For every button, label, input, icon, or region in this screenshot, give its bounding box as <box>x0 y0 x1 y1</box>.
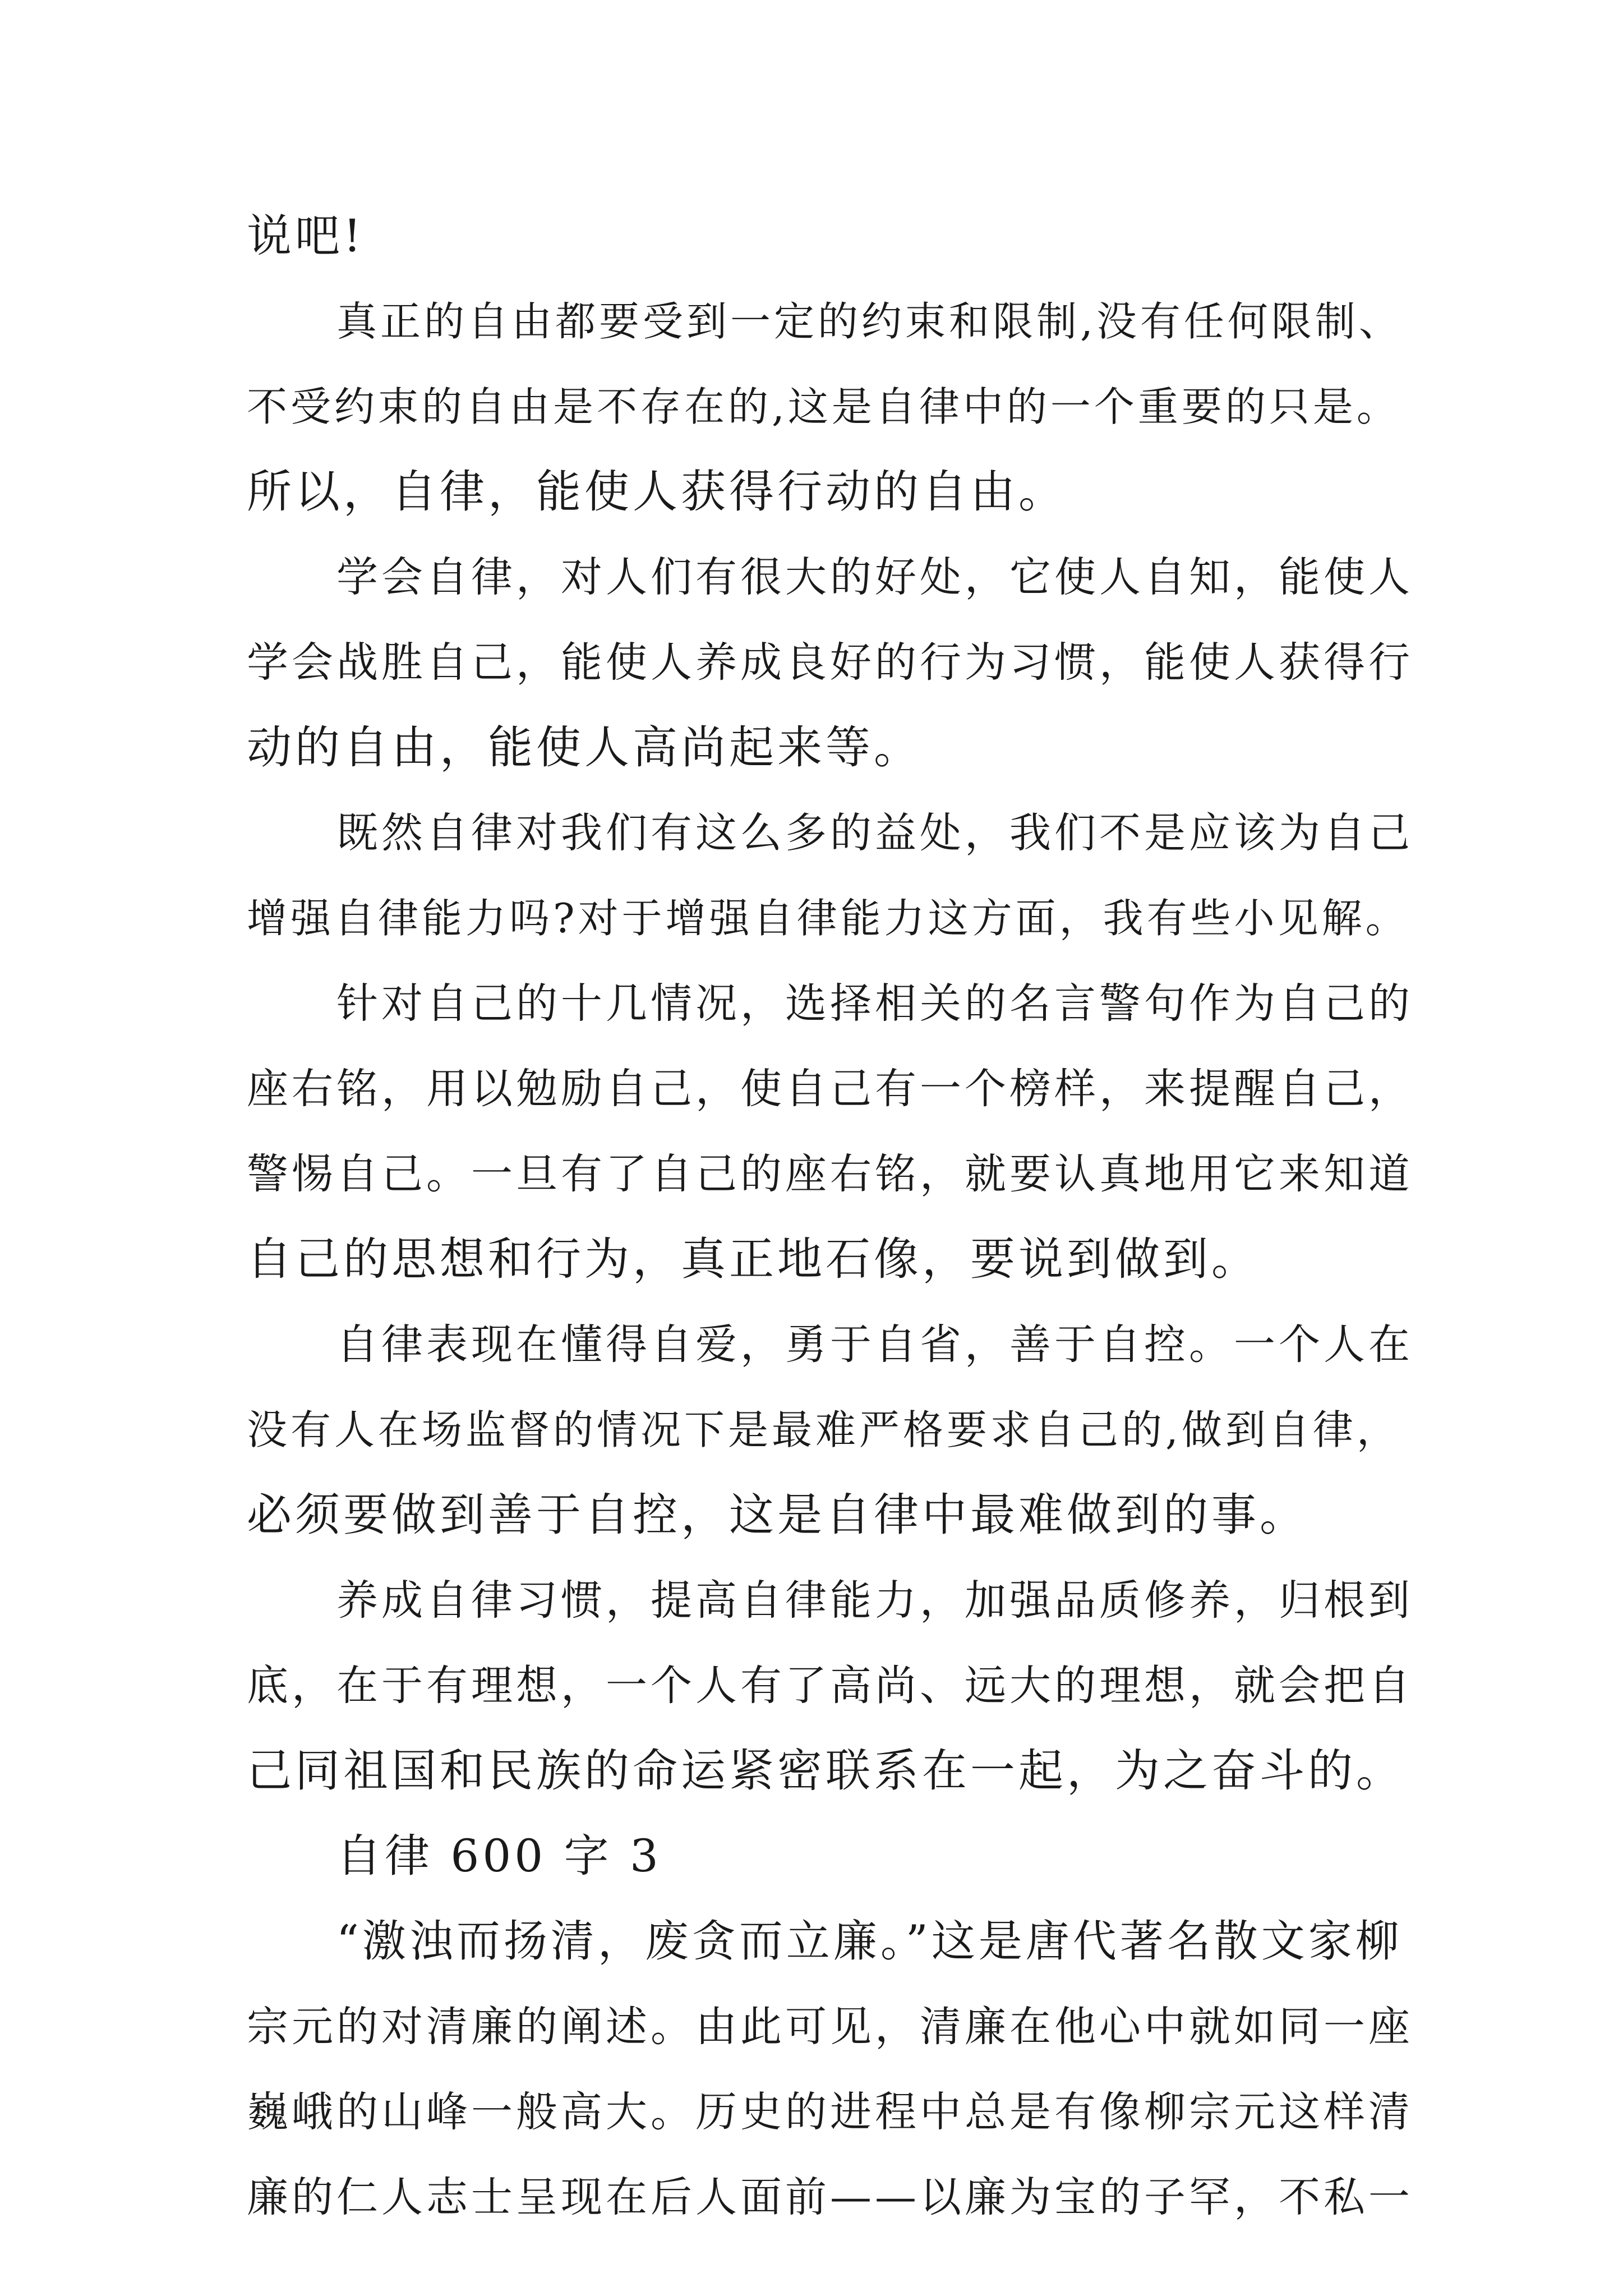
text-line: 廉的仁人志士呈现在后人面前——以廉为宝的子罕，不私一 <box>247 2173 1413 2221</box>
text-line: 学会自律，对人们有很大的好处，它使人自知，能使人 <box>336 553 1413 601</box>
text-line: 自己的思想和行为，真正地石像，要说到做到。 <box>247 1233 1260 1285</box>
text-line: 座右铭，用以勉励自己，使自己有一个榜样，来提醒自己， <box>247 1065 1413 1113</box>
text-line: 必须要做到善于自控，这是自律中最难做到的事。 <box>247 1489 1308 1541</box>
text-line: 增强自律能力吗?对于增强自律能力这方面，我有些小见解。 <box>247 895 1409 942</box>
text-line: 不受约束的自由是不存在的,这是自律中的一个重要的只是。 <box>247 383 1400 430</box>
text-line: 自律表现在懂得自爱，勇于自省，善于自控。一个人在 <box>336 1320 1413 1369</box>
text-line: 说吧! <box>247 210 365 262</box>
text-line: “激浊而扬清，废贪而立廉。”这是唐代著名散文家柳 <box>336 1916 1403 1967</box>
text-line: 没有人在场监督的情况下是最难严格要求自己的,做到自律， <box>247 1406 1400 1453</box>
text-line: 警惕自己。一旦有了自己的座右铭，就要认真地用它来知道 <box>247 1150 1413 1198</box>
text-line: 宗元的对清廉的阐述。由此可见，清廉在他心中就如同一座 <box>247 2003 1413 2051</box>
text-line: 动的自由，能使人高尚起来等。 <box>247 721 922 774</box>
text-line: 既然自律对我们有这么多的益处，我们不是应该为自己 <box>336 809 1413 857</box>
text-line: 所以，自律，能使人获得行动的自由。 <box>247 466 1067 518</box>
text-line: 底，在于有理想，一个人有了高尚、远大的理想，就会把自 <box>247 1662 1413 1710</box>
text-line: 真正的自由都要受到一定的约束和限制,没有任何限制、 <box>336 298 1403 345</box>
text-line: 养成自律习惯，提高自律能力，加强品质修养，归根到 <box>336 1576 1413 1625</box>
text-line: 巍峨的山峰一般高大。历史的进程中总是有像柳宗元这样清 <box>247 2088 1413 2136</box>
section-heading: 自律 600 字 3 <box>336 1830 662 1882</box>
text-line: 学会战胜自己，能使人养成良好的行为习惯，能使人获得行 <box>247 638 1413 687</box>
document-body <box>247 194 1413 2240</box>
text-line: 己同祖国和民族的命运紧密联系在一起，为之奋斗的。 <box>247 1745 1404 1797</box>
text-line: 针对自己的十几情况，选择相关的名言警句作为自己的 <box>336 979 1413 1028</box>
